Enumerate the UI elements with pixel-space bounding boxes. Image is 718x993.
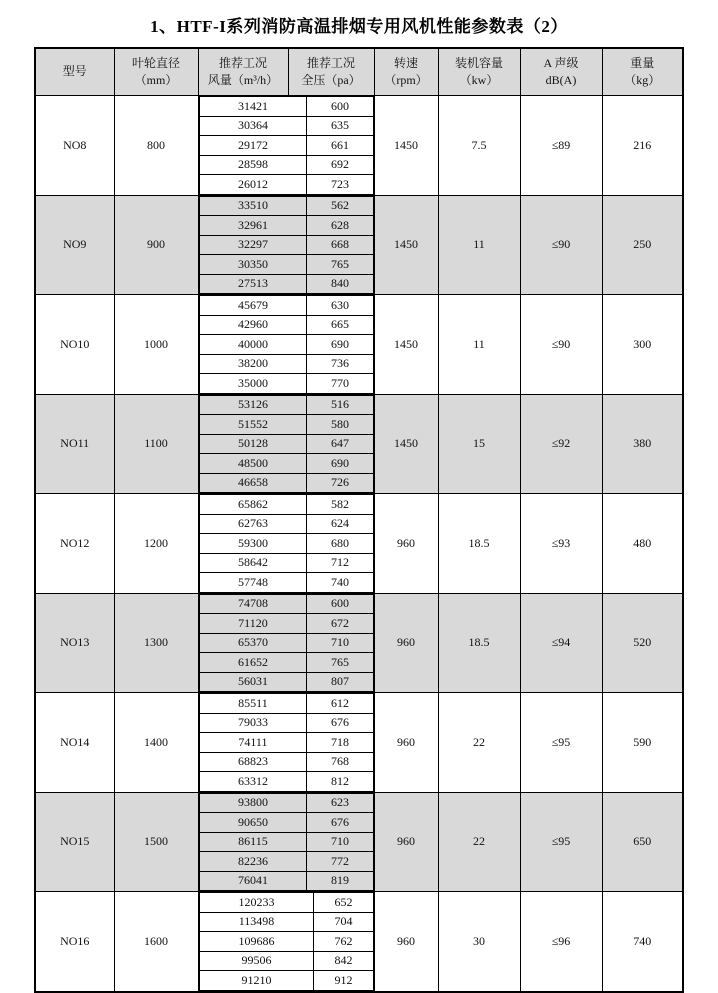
- pressure-cell: 692: [307, 155, 373, 175]
- model-cell: NO9: [35, 195, 114, 295]
- model-cell: NO16: [35, 892, 114, 992]
- pressure-cell: 772: [307, 852, 373, 872]
- operating-point-row: [199, 235, 373, 255]
- model-row-no8: [35, 96, 683, 196]
- airflow-cell: 90650: [199, 813, 307, 833]
- operating-points-subtable: [199, 494, 374, 593]
- pressure-cell: 768: [307, 752, 373, 772]
- airflow-cell: 79033: [199, 713, 307, 733]
- operating-point-row: [199, 534, 373, 554]
- operating-point-row: [199, 395, 373, 415]
- pressure-cell: 635: [307, 116, 373, 136]
- noise-cell: ≤92: [520, 394, 602, 494]
- operating-points-cell: [198, 693, 374, 793]
- model-cell: NO13: [35, 593, 114, 693]
- weight-cell: 250: [602, 195, 683, 295]
- pressure-cell: 668: [307, 235, 373, 255]
- model-row-no13: [35, 593, 683, 693]
- header-line: dB(A): [545, 73, 577, 87]
- pressure-cell: 912: [314, 971, 373, 991]
- operating-point-row: [199, 653, 373, 673]
- pressure-cell: 623: [307, 793, 373, 813]
- operating-points-subtable: [199, 594, 374, 693]
- page-title: 1、HTF-I系列消防高温排烟专用风机性能参数表（2）: [150, 17, 568, 36]
- header-row: [35, 48, 683, 96]
- table-header: [35, 48, 683, 96]
- pressure-cell: 842: [314, 951, 373, 971]
- diameter-cell: 1400: [114, 693, 198, 793]
- pressure-cell: 676: [307, 813, 373, 833]
- airflow-cell: 29172: [199, 136, 307, 156]
- airflow-cell: 38200: [199, 354, 307, 374]
- operating-point-row: [199, 713, 373, 733]
- pressure-cell: 765: [307, 255, 373, 275]
- operating-point-row: [199, 97, 373, 117]
- operating-point-row: [199, 912, 373, 932]
- weight-cell: 380: [602, 394, 683, 494]
- power-cell: 7.5: [438, 96, 520, 196]
- airflow-cell: 45679: [199, 296, 307, 316]
- column-header-diameter: [114, 48, 198, 96]
- model-row-no9: [35, 195, 683, 295]
- airflow-cell: 99506: [199, 951, 314, 971]
- speed-cell: 1450: [374, 394, 438, 494]
- model-row-no12: [35, 494, 683, 594]
- airflow-cell: 42960: [199, 315, 307, 335]
- speed-cell: 1450: [374, 195, 438, 295]
- model-cell: NO8: [35, 96, 114, 196]
- header-line: 推荐工况: [218, 55, 267, 70]
- model-cell: NO10: [35, 295, 114, 395]
- pressure-cell: 672: [307, 614, 373, 634]
- column-header-weight: [602, 48, 683, 96]
- airflow-cell: 65862: [199, 495, 307, 515]
- airflow-cell: 40000: [199, 335, 307, 355]
- diameter-cell: 1500: [114, 792, 198, 892]
- airflow-cell: 58642: [199, 553, 307, 573]
- operating-point-row: [199, 852, 373, 872]
- operating-point-row: [199, 354, 373, 374]
- speed-cell: 960: [374, 792, 438, 892]
- airflow-cell: 113498: [199, 912, 314, 932]
- model-cell: NO14: [35, 693, 114, 793]
- noise-cell: ≤90: [520, 295, 602, 395]
- airflow-cell: 86115: [199, 832, 307, 852]
- operating-points-cell: [198, 892, 374, 992]
- operating-points-cell: [198, 195, 374, 295]
- diameter-cell: 1300: [114, 593, 198, 693]
- noise-cell: ≤96: [520, 892, 602, 992]
- pressure-cell: 690: [307, 335, 373, 355]
- operating-points-subtable: [199, 892, 374, 991]
- operating-point-row: [199, 951, 373, 971]
- header-line: （rpm）: [384, 73, 428, 87]
- operating-point-row: [199, 971, 373, 991]
- weight-cell: 740: [602, 892, 683, 992]
- speed-cell: 960: [374, 494, 438, 594]
- pressure-cell: 665: [307, 315, 373, 335]
- power-cell: 30: [438, 892, 520, 992]
- weight-cell: 300: [602, 295, 683, 395]
- pressure-cell: 812: [307, 772, 373, 792]
- header-line: 重量: [630, 55, 655, 70]
- speed-cell: 960: [374, 892, 438, 992]
- pressure-cell: 840: [307, 274, 373, 294]
- pressure-cell: 718: [307, 733, 373, 753]
- pressure-cell: 740: [307, 573, 373, 593]
- pressure-cell: 624: [307, 514, 373, 534]
- power-cell: 22: [438, 792, 520, 892]
- noise-cell: ≤90: [520, 195, 602, 295]
- pressure-cell: 652: [314, 893, 373, 913]
- operating-point-row: [199, 155, 373, 175]
- airflow-cell: 32297: [199, 235, 307, 255]
- column-header-rpm: [374, 48, 438, 96]
- airflow-cell: 26012: [199, 175, 307, 195]
- airflow-cell: 32961: [199, 216, 307, 236]
- operating-point-row: [199, 893, 373, 913]
- pressure-cell: 704: [314, 912, 373, 932]
- operating-point-row: [199, 296, 373, 316]
- pressure-cell: 723: [307, 175, 373, 195]
- airflow-cell: 82236: [199, 852, 307, 872]
- airflow-cell: 30350: [199, 255, 307, 275]
- weight-cell: 216: [602, 96, 683, 196]
- fan-performance-table: [34, 47, 684, 993]
- header-line: 全压（pa）: [301, 73, 361, 87]
- airflow-cell: 59300: [199, 534, 307, 554]
- airflow-cell: 120233: [199, 893, 314, 913]
- pressure-cell: 628: [307, 216, 373, 236]
- airflow-cell: 76041: [199, 871, 307, 891]
- airflow-cell: 93800: [199, 793, 307, 813]
- operating-point-row: [199, 196, 373, 216]
- header-line: 推荐工况: [306, 55, 355, 70]
- operating-point-row: [199, 752, 373, 772]
- airflow-cell: 65370: [199, 633, 307, 653]
- pressure-cell: 736: [307, 354, 373, 374]
- table-body: [35, 96, 683, 992]
- operating-points-subtable: [199, 793, 374, 892]
- operating-point-row: [199, 793, 373, 813]
- airflow-cell: 57748: [199, 573, 307, 593]
- operating-point-row: [199, 255, 373, 275]
- weight-cell: 480: [602, 494, 683, 594]
- operating-points-cell: [198, 792, 374, 892]
- pressure-cell: 612: [307, 694, 373, 714]
- operating-point-row: [199, 694, 373, 714]
- power-cell: 22: [438, 693, 520, 793]
- power-cell: 18.5: [438, 593, 520, 693]
- header-line: 叶轮直径: [131, 55, 180, 70]
- speed-cell: 1450: [374, 295, 438, 395]
- column-header-flow: [198, 48, 288, 96]
- diameter-cell: 1000: [114, 295, 198, 395]
- airflow-cell: 74708: [199, 594, 307, 614]
- noise-cell: ≤93: [520, 494, 602, 594]
- pressure-cell: 770: [307, 374, 373, 394]
- pressure-cell: 630: [307, 296, 373, 316]
- header-line: （kg）: [624, 73, 661, 87]
- airflow-cell: 61652: [199, 653, 307, 673]
- power-cell: 11: [438, 195, 520, 295]
- airflow-cell: 48500: [199, 454, 307, 474]
- airflow-cell: 27513: [199, 274, 307, 294]
- model-cell: NO12: [35, 494, 114, 594]
- operating-points-subtable: [199, 96, 374, 195]
- power-cell: 18.5: [438, 494, 520, 594]
- pressure-cell: 647: [307, 434, 373, 454]
- header-line: （kw）: [459, 73, 499, 87]
- column-header-noise: [520, 48, 602, 96]
- operating-points-subtable: [199, 395, 374, 494]
- diameter-cell: 900: [114, 195, 198, 295]
- pressure-cell: 726: [307, 473, 373, 493]
- pressure-cell: 710: [307, 633, 373, 653]
- header-line: 型号: [62, 64, 87, 79]
- operating-points-cell: [198, 593, 374, 693]
- operating-point-row: [199, 495, 373, 515]
- model-row-no16: [35, 892, 683, 992]
- operating-points-cell: [198, 494, 374, 594]
- column-header-model: [35, 48, 114, 96]
- column-header-power: [438, 48, 520, 96]
- operating-point-row: [199, 473, 373, 493]
- airflow-cell: 30364: [199, 116, 307, 136]
- pressure-cell: 676: [307, 713, 373, 733]
- operating-point-row: [199, 733, 373, 753]
- airflow-cell: 31421: [199, 97, 307, 117]
- airflow-cell: 50128: [199, 434, 307, 454]
- airflow-cell: 74111: [199, 733, 307, 753]
- airflow-cell: 46658: [199, 473, 307, 493]
- header-line: （mm）: [134, 73, 178, 87]
- operating-point-row: [199, 633, 373, 653]
- pressure-cell: 680: [307, 534, 373, 554]
- operating-points-subtable: [199, 295, 374, 394]
- operating-point-row: [199, 116, 373, 136]
- airflow-cell: 71120: [199, 614, 307, 634]
- weight-cell: 590: [602, 693, 683, 793]
- model-row-no14: [35, 693, 683, 793]
- pressure-cell: 516: [307, 395, 373, 415]
- operating-points-subtable: [199, 196, 374, 295]
- header-line: 装机容量: [454, 55, 503, 70]
- operating-point-row: [199, 573, 373, 593]
- pressure-cell: 580: [307, 415, 373, 435]
- model-row-no10: [35, 295, 683, 395]
- pressure-cell: 600: [307, 594, 373, 614]
- airflow-cell: 56031: [199, 672, 307, 692]
- operating-point-row: [199, 415, 373, 435]
- airflow-cell: 91210: [199, 971, 314, 991]
- speed-cell: 1450: [374, 96, 438, 196]
- speed-cell: 960: [374, 593, 438, 693]
- pressure-cell: 582: [307, 495, 373, 515]
- speed-cell: 960: [374, 693, 438, 793]
- operating-point-row: [199, 374, 373, 394]
- airflow-cell: 85511: [199, 694, 307, 714]
- noise-cell: ≤89: [520, 96, 602, 196]
- power-cell: 15: [438, 394, 520, 494]
- pressure-cell: 807: [307, 672, 373, 692]
- operating-point-row: [199, 594, 373, 614]
- airflow-cell: 51552: [199, 415, 307, 435]
- diameter-cell: 1600: [114, 892, 198, 992]
- operating-point-row: [199, 514, 373, 534]
- noise-cell: ≤94: [520, 593, 602, 693]
- header-line: A 声级: [543, 55, 579, 70]
- pressure-cell: 765: [307, 653, 373, 673]
- pressure-cell: 710: [307, 832, 373, 852]
- airflow-cell: 63312: [199, 772, 307, 792]
- operating-point-row: [199, 454, 373, 474]
- diameter-cell: 800: [114, 96, 198, 196]
- airflow-cell: 62763: [199, 514, 307, 534]
- operating-point-row: [199, 216, 373, 236]
- diameter-cell: 1200: [114, 494, 198, 594]
- header-line: 风量（m³/h）: [207, 73, 279, 87]
- pressure-cell: 690: [307, 454, 373, 474]
- pressure-cell: 661: [307, 136, 373, 156]
- operating-point-row: [199, 274, 373, 294]
- header-line: 转速: [393, 55, 418, 70]
- noise-cell: ≤95: [520, 693, 602, 793]
- airflow-cell: 28598: [199, 155, 307, 175]
- model-cell: NO11: [35, 394, 114, 494]
- power-cell: 11: [438, 295, 520, 395]
- operating-point-row: [199, 813, 373, 833]
- pressure-cell: 562: [307, 196, 373, 216]
- weight-cell: 520: [602, 593, 683, 693]
- operating-point-row: [199, 672, 373, 692]
- model-row-no15: [35, 792, 683, 892]
- operating-points-cell: [198, 96, 374, 196]
- model-cell: NO15: [35, 792, 114, 892]
- airflow-cell: 33510: [199, 196, 307, 216]
- airflow-cell: 68823: [199, 752, 307, 772]
- pressure-cell: 819: [307, 871, 373, 891]
- operating-points-subtable: [199, 693, 374, 792]
- pressure-cell: 712: [307, 553, 373, 573]
- airflow-cell: 35000: [199, 374, 307, 394]
- weight-cell: 650: [602, 792, 683, 892]
- operating-point-row: [199, 932, 373, 952]
- diameter-cell: 1100: [114, 394, 198, 494]
- noise-cell: ≤95: [520, 792, 602, 892]
- operating-points-cell: [198, 394, 374, 494]
- operating-point-row: [199, 335, 373, 355]
- airflow-cell: 109686: [199, 932, 314, 952]
- column-header-pressure: [288, 48, 374, 96]
- model-row-no11: [35, 394, 683, 494]
- operating-point-row: [199, 175, 373, 195]
- operating-point-row: [199, 136, 373, 156]
- pressure-cell: 762: [314, 932, 373, 952]
- operating-point-row: [199, 434, 373, 454]
- operating-point-row: [199, 315, 373, 335]
- operating-point-row: [199, 772, 373, 792]
- pressure-cell: 600: [307, 97, 373, 117]
- operating-point-row: [199, 553, 373, 573]
- operating-point-row: [199, 832, 373, 852]
- operating-points-cell: [198, 295, 374, 395]
- airflow-cell: 53126: [199, 395, 307, 415]
- operating-point-row: [199, 871, 373, 891]
- operating-point-row: [199, 614, 373, 634]
